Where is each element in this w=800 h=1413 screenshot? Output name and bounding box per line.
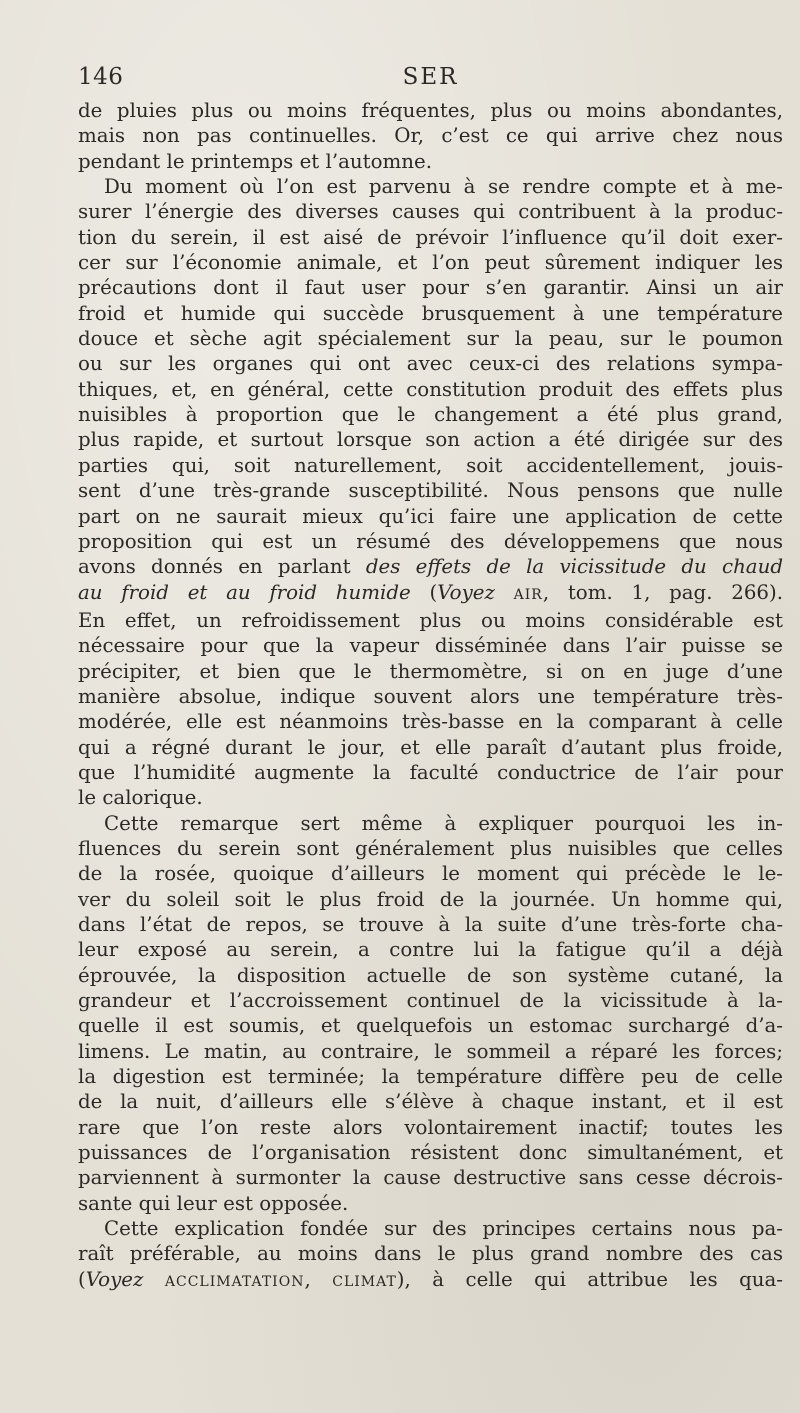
text-line bbox=[78, 1267, 783, 1295]
text-segment: ver du soleil soit le plus froid de la journée. Un homme qui, bbox=[78, 887, 783, 911]
text-line bbox=[78, 1165, 783, 1190]
text-line bbox=[78, 1039, 783, 1064]
text-segment: éprouvée, la disposition actuelle de son système cutané, la bbox=[78, 963, 783, 987]
text-segment: grandeur et l’accroissement continuel de la vicissitude à la- bbox=[78, 989, 783, 1013]
text-segment bbox=[143, 1268, 164, 1291]
text-segment: le calorique. bbox=[78, 786, 203, 810]
small-caps-reference: ACCLIMATATION bbox=[164, 1273, 305, 1290]
text-segment: Cette remarque sert même à expliquer pourquoi les in- bbox=[104, 811, 783, 835]
text-line bbox=[78, 887, 783, 912]
text-segment: En effet, un refroidissement plus ou moins considérable est bbox=[78, 608, 783, 632]
text-line bbox=[78, 1140, 783, 1165]
text-line bbox=[78, 351, 783, 376]
text-line bbox=[78, 478, 783, 503]
text-line bbox=[78, 785, 783, 810]
text-segment: part on ne saurait mieux qu’ici faire une application de cette bbox=[78, 504, 783, 528]
text-segment: rare que l’on reste alors volontairement inactif; toutes les bbox=[78, 1115, 783, 1139]
text-line bbox=[78, 98, 783, 123]
text-line bbox=[78, 633, 783, 658]
text-segment: fluences du serein sont généralement plus nuisibles que celles bbox=[78, 836, 783, 860]
text-segment: ( bbox=[410, 580, 438, 604]
text-segment: thiques, et, en général, cette constitution produit des effets plus bbox=[78, 377, 783, 401]
text-segment: plus rapide, et surtout lorsque son action a été dirigée sur des bbox=[78, 428, 783, 452]
text-line bbox=[78, 402, 783, 427]
text-line bbox=[78, 1089, 783, 1114]
running-head bbox=[78, 64, 783, 98]
text-segment: qui a régné durant le jour, et elle paraît d’autant plus froide, bbox=[78, 735, 783, 759]
text-line bbox=[78, 149, 783, 174]
text-segment: leur exposé au serein, a contre lui la fatigue qu’il a déjà bbox=[78, 938, 783, 962]
text-segment: limens. Le matin, au contraire, le sommeil a réparé les forces; bbox=[78, 1039, 783, 1063]
text-line bbox=[78, 684, 783, 709]
small-caps-reference: CLIMAT bbox=[332, 1273, 397, 1290]
text-line bbox=[78, 529, 783, 554]
text-segment: pendant le printemps et l’automne. bbox=[78, 149, 433, 173]
italic-text: Voyez bbox=[85, 1267, 144, 1291]
text-segment: que l’humidité augmente la faculté conductrice de l’air pour bbox=[78, 760, 783, 784]
text-segment: avons donnés en parlant bbox=[78, 555, 366, 579]
text-segment: la digestion est terminée; la température diffère peu de celle bbox=[78, 1065, 783, 1089]
text-line bbox=[78, 174, 783, 199]
text-line bbox=[78, 735, 783, 760]
text-segment bbox=[495, 581, 514, 604]
text-segment: sante qui leur est opposée. bbox=[78, 1191, 349, 1215]
text-line bbox=[78, 937, 783, 962]
text-line bbox=[78, 1241, 783, 1266]
text-segment: quelle il est soumis, et quelquefois un estomac surchargé d’a- bbox=[78, 1014, 783, 1038]
book-page bbox=[78, 64, 783, 1295]
text-line bbox=[78, 301, 783, 326]
text-line bbox=[78, 811, 783, 836]
text-segment: parties qui, soit naturellement, soit accidentellement, jouis- bbox=[78, 453, 783, 477]
text-line bbox=[78, 912, 783, 937]
text-line bbox=[78, 963, 783, 988]
text-segment: puissances de l’organisation résistent donc simultanément, et bbox=[78, 1141, 783, 1165]
text-line bbox=[78, 504, 783, 529]
italic-text: au froid et au froid humide bbox=[78, 580, 411, 604]
text-line bbox=[78, 836, 783, 861]
text-segment: parviennent à surmonter la cause destructive sans cesse décrois- bbox=[78, 1166, 783, 1190]
text-segment: douce et sèche agit spécialement sur la peau, sur le poumon bbox=[78, 327, 783, 351]
text-segment: Cette explication fondée sur des principes certains nous pa- bbox=[104, 1217, 783, 1241]
section-head: SER bbox=[402, 64, 459, 90]
text-line bbox=[78, 709, 783, 734]
text-segment: précautions dont il faut user pour s’en garantir. Ainsi un air bbox=[78, 276, 783, 300]
text-segment: dans l’état de repos, se trouve à la suite d’une très-forte cha- bbox=[78, 913, 783, 936]
text-line bbox=[78, 326, 783, 351]
small-caps-reference: AIR bbox=[513, 586, 543, 603]
text-segment: ), à celle qui attribue les qua- bbox=[396, 1267, 783, 1291]
text-line bbox=[78, 453, 783, 478]
text-line bbox=[78, 1191, 783, 1216]
text-line bbox=[78, 760, 783, 785]
text-segment: de pluies plus ou moins fréquentes, plus ou moins abondantes, bbox=[78, 99, 783, 122]
text-segment: de la nuit, d’ailleurs elle s’élève à chaque instant, et il est bbox=[78, 1090, 783, 1114]
page-number: 146 bbox=[78, 64, 124, 90]
text-line bbox=[78, 659, 783, 684]
text-line bbox=[78, 123, 783, 148]
text-segment: manière absolue, indique souvent alors une température très- bbox=[78, 684, 783, 708]
text-segment: ou sur les organes qui ont avec ceux-ci des relations sympa- bbox=[78, 352, 783, 376]
text-line bbox=[78, 580, 783, 608]
text-line bbox=[78, 861, 783, 886]
text-line bbox=[78, 225, 783, 250]
text-line bbox=[78, 1216, 783, 1241]
text-line bbox=[78, 1013, 783, 1038]
text-line bbox=[78, 275, 783, 300]
text-segment: ( bbox=[78, 1267, 86, 1291]
text-segment: tion du serein, il est aisé de prévoir l’influence qu’il doit exer- bbox=[78, 225, 783, 249]
italic-text: Voyez bbox=[437, 580, 495, 604]
text-line bbox=[78, 199, 783, 224]
text-segment: précipiter, et bien que le thermomètre, si on en juge d’une bbox=[78, 659, 783, 683]
text-segment: modérée, elle est néanmoins très-basse en la comparant à celle bbox=[78, 710, 783, 734]
text-segment: , bbox=[304, 1267, 333, 1291]
body-text bbox=[78, 98, 783, 1295]
text-segment: mais non pas continuelles. Or, c’est ce qui arrive chez nous bbox=[78, 124, 783, 148]
italic-text: des effets de la vicissitude du chaud bbox=[365, 555, 783, 579]
text-line bbox=[78, 250, 783, 275]
text-segment: cer sur l’économie animale, et l’on peut sûrement indiquer les bbox=[78, 251, 783, 275]
text-segment: nuisibles à proportion que le changement a été plus grand, bbox=[78, 403, 783, 427]
text-segment: nécessaire pour que la vapeur disséminée dans l’air puisse se bbox=[78, 634, 783, 658]
text-line bbox=[78, 427, 783, 452]
text-line bbox=[78, 1115, 783, 1140]
text-segment: de la rosée, quoique d’ailleurs le moment qui précède le le- bbox=[78, 862, 783, 886]
text-segment: froid et humide qui succède brusquement à une température bbox=[78, 301, 783, 325]
text-segment: surer l’énergie des diverses causes qui contribuent à la produc- bbox=[78, 200, 783, 224]
text-segment: sent d’une très-grande susceptibilité. Nous pensons que nulle bbox=[78, 479, 783, 503]
text-segment: , tom. 1, pag. 266). bbox=[542, 580, 784, 604]
text-line bbox=[78, 554, 783, 579]
text-line bbox=[78, 608, 783, 633]
text-segment: proposition qui est un résumé des développemens que nous bbox=[78, 529, 783, 553]
text-line bbox=[78, 988, 783, 1013]
text-line bbox=[78, 1064, 783, 1089]
text-segment: raît préférable, au moins dans le plus grand nombre des cas bbox=[78, 1242, 783, 1266]
text-segment: Du moment où l’on est parvenu à se rendre compte et à me- bbox=[104, 175, 783, 199]
text-line bbox=[78, 377, 783, 402]
